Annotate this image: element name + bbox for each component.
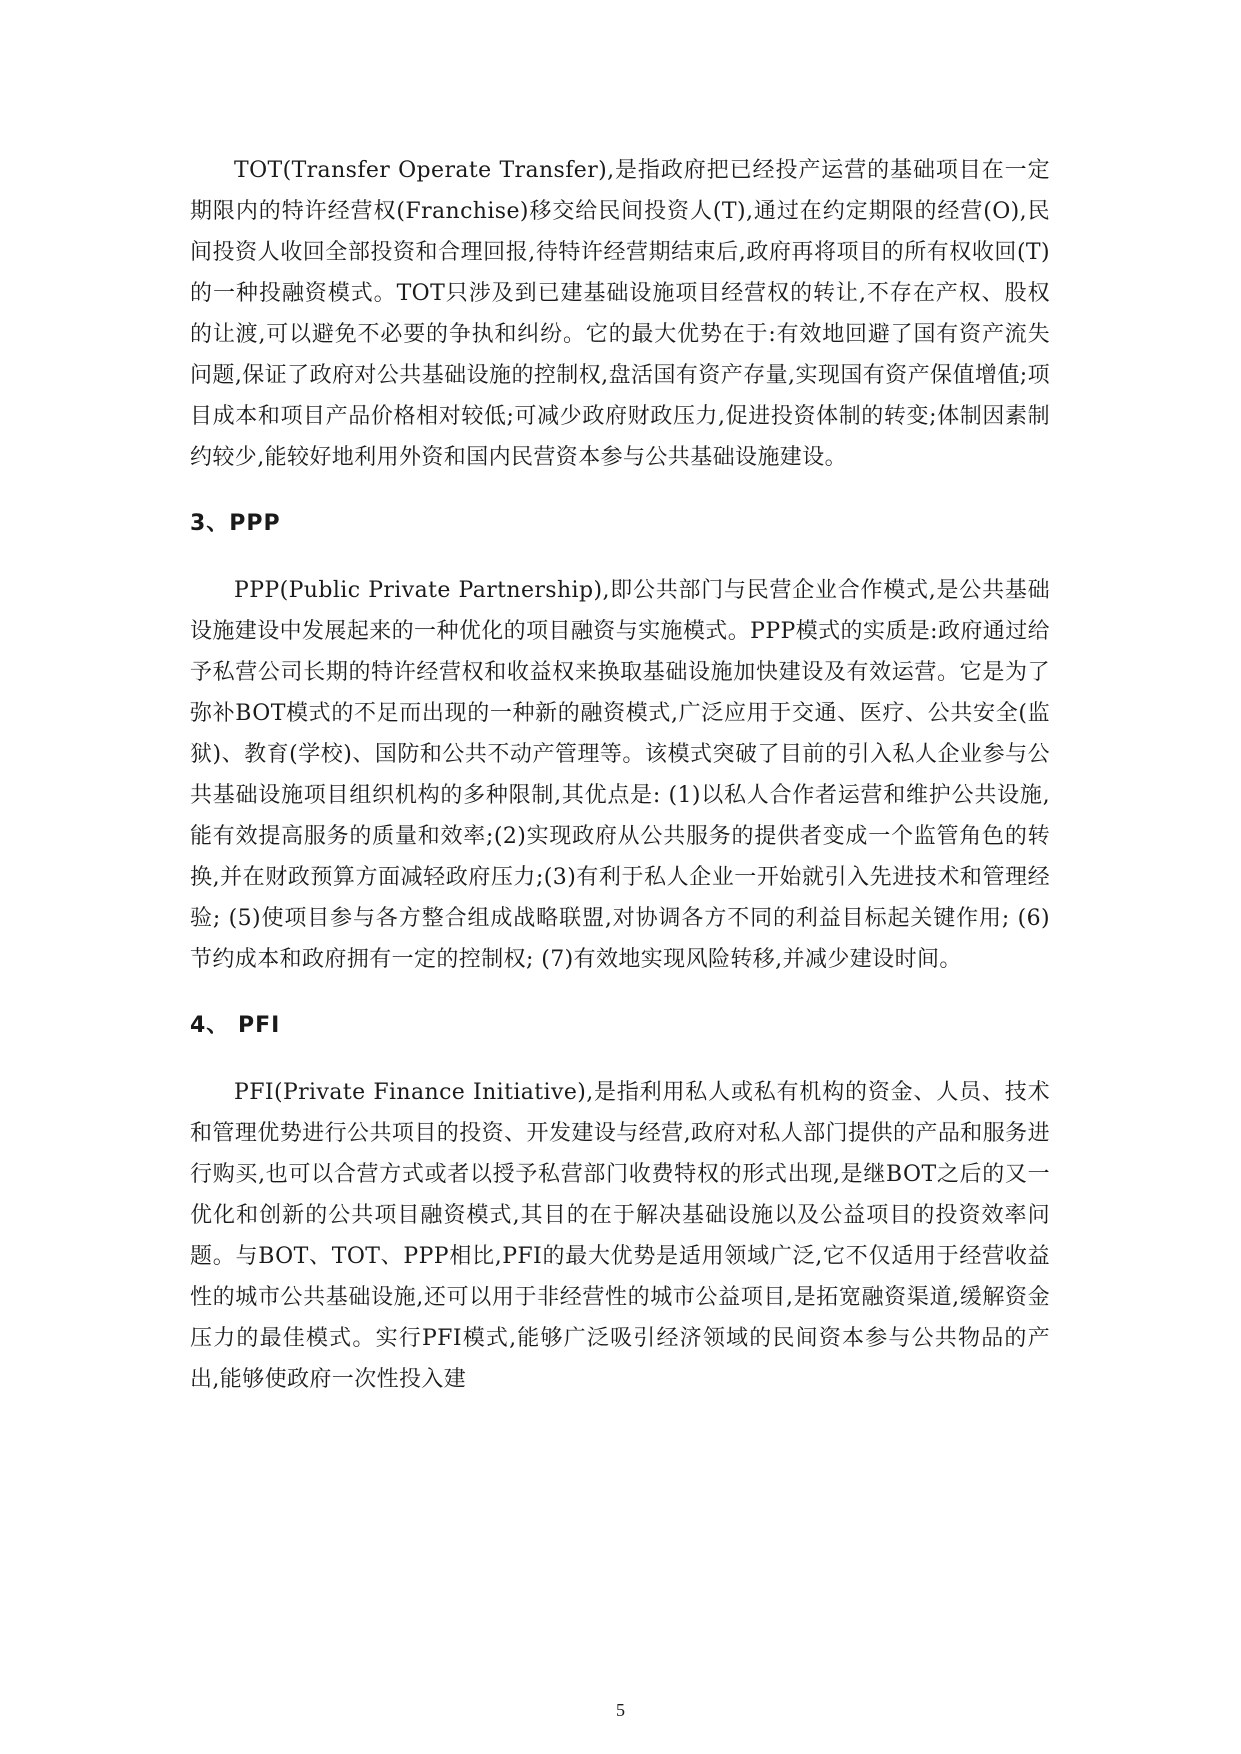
paragraph-pfi: PFI(Private Finance Initiative),是指利用私人或私有机构的资金、人员、技术和管理优势进行公共项目的投资、开发建设与经营,政府对私人部门提供的产品和服务进行购买,也可以合营方式或者以授予私营部门收费特权的形式出现,是继BOT之后的又一优化和创新的公共项目融资模式,其目的在于解决基础设施以及公益项目的投资效率问题。与BOT、TOT、PPP相比,PFI的最大优势是适用领域广泛,它不仅适用于经营收益性的城市公共基础设施,还可以用于非经营性的城市公益项目,是拓宽融资渠道,缓解资金压力的最佳模式。实行PFI模式,能够广泛吸引经济领域的民间资本参与公共物品的产出,能够使政府一次性投入建 [190, 1080, 1050, 1392]
section-heading-ppp: 3、PPP [190, 511, 281, 536]
section-heading-pfi: 4、 PFI [190, 1013, 281, 1038]
page-number: 5 [616, 1700, 625, 1720]
paragraph-tot: TOT(Transfer Operate Transfer),是指政府把已经投产运营的基础项目在一定期限内的特许经营权(Franchise)移交给民间投资人(T),通过在约定期限的经营(O),民间投资人收回全部投资和合理回报,待特许经营期结束后,政府再将项目的所有权收回(T)的一种投融资模式。TOT只涉及到已建基础设施项目经营权的转让,不存在产权、股权的让渡,可以避免不必要的争执和纠纷。它的最大优势在于:有效地回避了国有资产流失问题,保证了政府对公共基础设施的控制权,盘活国有资产存量,实现国有资产保值增值;项目成本和项目产品价格相对较低;可减少政府财政压力,促进投资体制的转变;体制因素制约较少,能较好地利用外资和国内民营资本参与公共基础设施建设。 [190, 158, 1050, 470]
page-content [190, 150, 1050, 1400]
paragraph-ppp: PPP(Public Private Partnership),即公共部门与民营企业合作模式,是公共基础设施建设中发展起来的一种优化的项目融资与实施模式。PPP模式的实质是:政府通过给予私营公司长期的特许经营权和收益权来换取基础设施加快建设及有效运营。它是为了弥补BOT模式的不足而出现的一种新的融资模式,广泛应用于交通、医疗、公共安全(监狱)、教育(学校)、国防和公共不动产管理等。该模式突破了目前的引入私人企业参与公共基础设施项目组织机构的多种限制,其优点是: (1)以私人合作者运营和维护公共设施,能有效提高服务的质量和效率;(2)实现政府从公共服务的提供者变成一个监管角色的转换,并在财政预算方面减轻政府压力;(3)有利于私人企业一开始就引入先进技术和管理经验; (5)使项目参与各方整合组成战略联盟,对协调各方不同的利益目标起关键作用; (6)节约成本和政府拥有一定的控制权; (7)有效地实现风险转移,并减少建设时间。 [190, 578, 1050, 972]
